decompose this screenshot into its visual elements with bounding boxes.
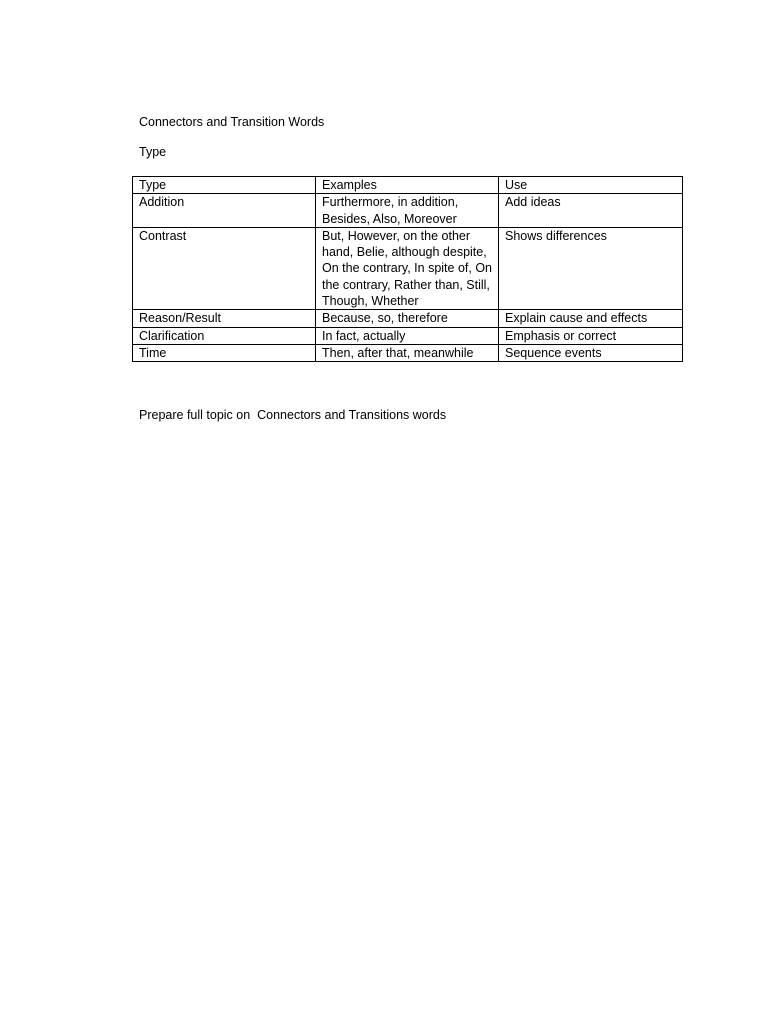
subheading: Type [139, 145, 167, 159]
cell-examples: Furthermore, in addition, Besides, Also, Moreover [316, 194, 499, 228]
cell-examples: In fact, actually [316, 327, 499, 344]
table-row [133, 344, 683, 361]
cell-use: Explain cause and effects [499, 310, 683, 327]
cell-type: Time [133, 344, 316, 361]
cell-type: Reason/Result [133, 310, 316, 327]
table-row [133, 194, 683, 228]
cell-use: Sequence events [499, 344, 683, 361]
cell-use: Shows differences [499, 227, 683, 309]
cell-use: Emphasis or correct [499, 327, 683, 344]
footer-note: Prepare full topic on Connectors and Transitions words [139, 408, 447, 422]
cell-examples: Because, so, therefore [316, 310, 499, 327]
cell-type: Addition [133, 194, 316, 228]
cell-examples: Then, after that, meanwhile [316, 344, 499, 361]
cell-type: Clarification [133, 327, 316, 344]
table-row [133, 310, 683, 327]
header-use: Use [499, 177, 683, 194]
table-row [133, 327, 683, 344]
connectors-table [132, 176, 683, 362]
cell-examples: But, However, on the other hand, Belie, although despite, On the contrary, In spite of, On the contrary, Rather than, Still, Though, Whether [316, 227, 499, 309]
cell-type: Contrast [133, 227, 316, 309]
header-type: Type [133, 177, 316, 194]
document-title: Connectors and Transition Words [139, 115, 325, 129]
table-header-row [133, 177, 683, 194]
header-examples: Examples [316, 177, 499, 194]
table-row [133, 227, 683, 309]
cell-use: Add ideas [499, 194, 683, 228]
